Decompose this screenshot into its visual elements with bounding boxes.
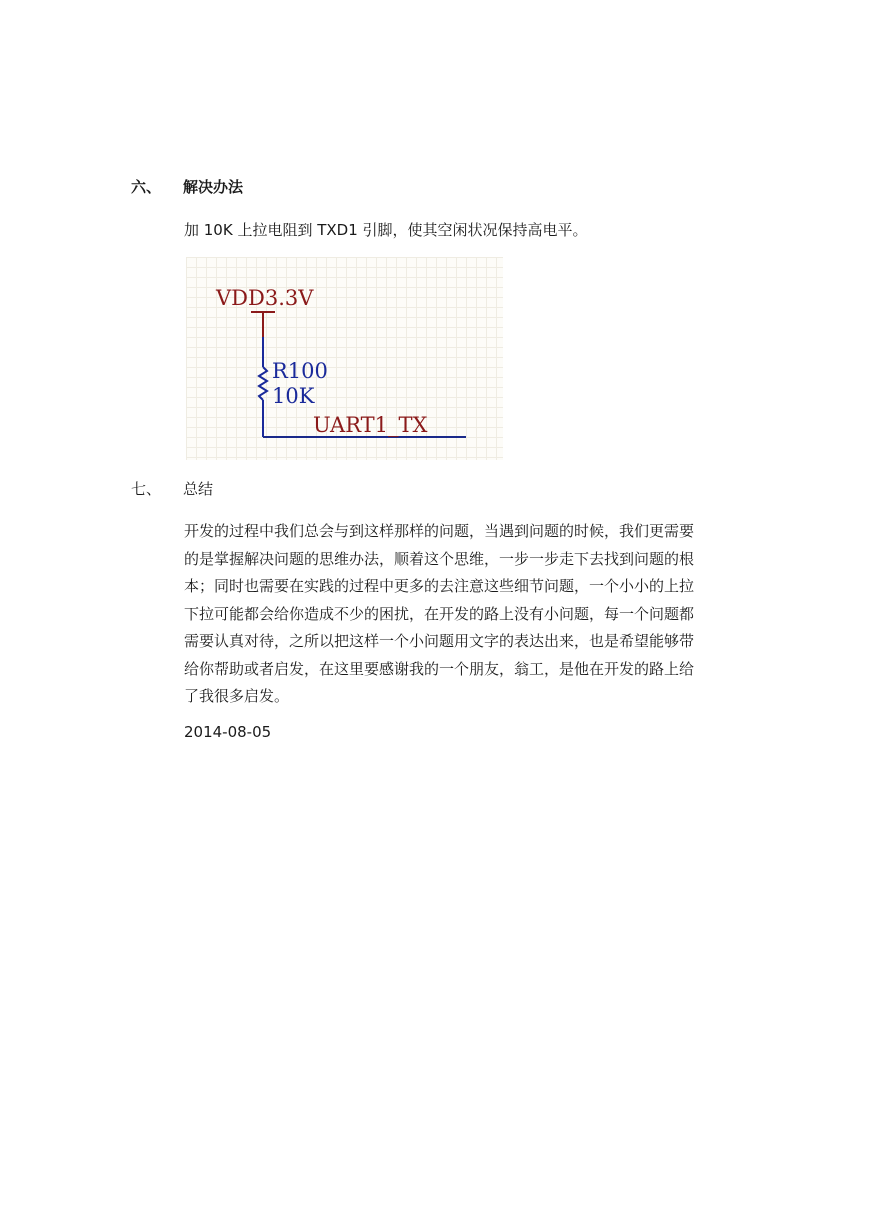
pull-up-schematic (186, 257, 503, 460)
section-7-number: 七、 (131, 480, 162, 498)
section-6-heading (131, 177, 331, 197)
summary-line: 本；同时也需要在实践的过程中更多的去注意这些细节问题，一个小小的上拉 (184, 577, 695, 595)
section-6-title: 解决办法 (183, 178, 244, 196)
section-7-paragraph (184, 518, 744, 711)
summary-line: 开发的过程中我们总会与到这样那样的问题，当遇到问题的时候，我们更需要 (184, 522, 695, 540)
section-7-heading (131, 479, 331, 499)
net-label: UART1_TX (313, 413, 428, 437)
power-label: VDD3.3V (216, 286, 314, 310)
resistor-value: 10K (272, 384, 315, 408)
document-date: 2014-08-05 (184, 723, 272, 741)
summary-line: 给你帮助或者启发，在这里要感谢我的一个朋友，翁工，是他在开发的路上给 (184, 659, 695, 678)
section-6-paragraph: 加 10K 上拉电阻到 TXD1 引脚，使其空闲状况保持高电平。 (184, 221, 588, 239)
section-7-title: 总结 (183, 480, 214, 498)
section-6-number: 六、 (131, 178, 162, 196)
summary-line: 需要认真对待，之所以把这样一个小问题用文字的表达出来，也是希望能够带 (184, 632, 695, 650)
summary-line: 的是掌握解决问题的思维办法，顺着这个思维，一步一步走下去找到问题的根 (184, 549, 695, 568)
summary-line: 了我很多启发。 (184, 687, 290, 705)
resistor-ref: R100 (272, 359, 328, 383)
summary-line: 下拉可能都会给你造成不少的困扰，在开发的路上没有小问题，每一个问题都 (184, 604, 695, 623)
resistor-symbol (259, 367, 267, 400)
